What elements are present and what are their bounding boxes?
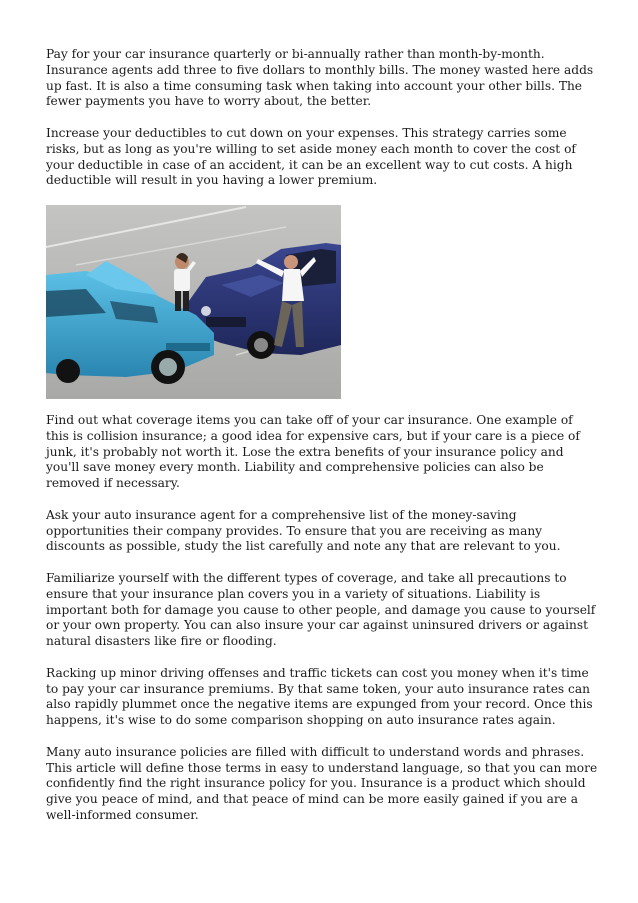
- car-accident-photo: [46, 205, 341, 399]
- paragraph-policy-terms: Many auto insurance policies are filled with difficult to understand words and phrases. This article will define those terms in easy to understand language, so that you can more confidently find the right insurance policy for you. Insurance is a product which should give you peace of mind, and that peace of mind can be more easily gained if you are a well-informed consumer.: [46, 744, 598, 822]
- paragraph-coverage-types: Familiarize yourself with the different types of coverage, and take all precautions to ensure that your insurance plan covers you in a variety of situations. Liability is important both for damage you cause to other people, and damage you cause to yourself or your own property. You can also insure your car against uninsured drivers or against natural disasters like fire or flooding.: [46, 570, 596, 649]
- paragraph-remove-coverage: Find out what coverage items you can take off of your car insurance. One example of this is collision insurance; a good idea for expensive cars, but if your care is a piece of junk, it's probably not worth it. Lose the extra benefits of your insurance policy and you'll save money every month. Liability and comprehensive policies can also be removed if necessary.: [46, 412, 580, 491]
- paragraph-driving-offenses: Racking up minor driving offenses and traffic tickets can cost you money when it's time to pay your car insurance premiums. By that same token, your auto insurance rates can also rapidly plummet once the negative items are expunged from your record. Once this happens, it's wise to do some comparison shopping on auto insurance rates again.: [46, 665, 593, 728]
- paragraph-increase-deductibles: Increase your deductibles to cut down on your expenses. This strategy carries some risks, but as long as you're willing to set aside money each month to cover the cost of your deductible in case of an accident, it can be an excellent way to cut costs. A high deductible will result in you having a lower premium.: [46, 125, 576, 188]
- paragraph-pay-quarterly: Pay for your car insurance quarterly or bi-annually rather than month-by-month. Insurance agents add three to five dollars to monthly bills. The money wasted here adds up fast. It is also a time consuming task when taking into account your other bills. The fewer payments you have to worry about, the better.: [46, 47, 594, 109]
- document-page: [46, 47, 598, 839]
- paragraph-ask-agent: Ask your auto insurance agent for a comprehensive list of the money-saving opportunities their company provides. To ensure that you are receiving as many discounts as possible, study the list carefully and note any that are relevant to you.: [46, 507, 561, 554]
